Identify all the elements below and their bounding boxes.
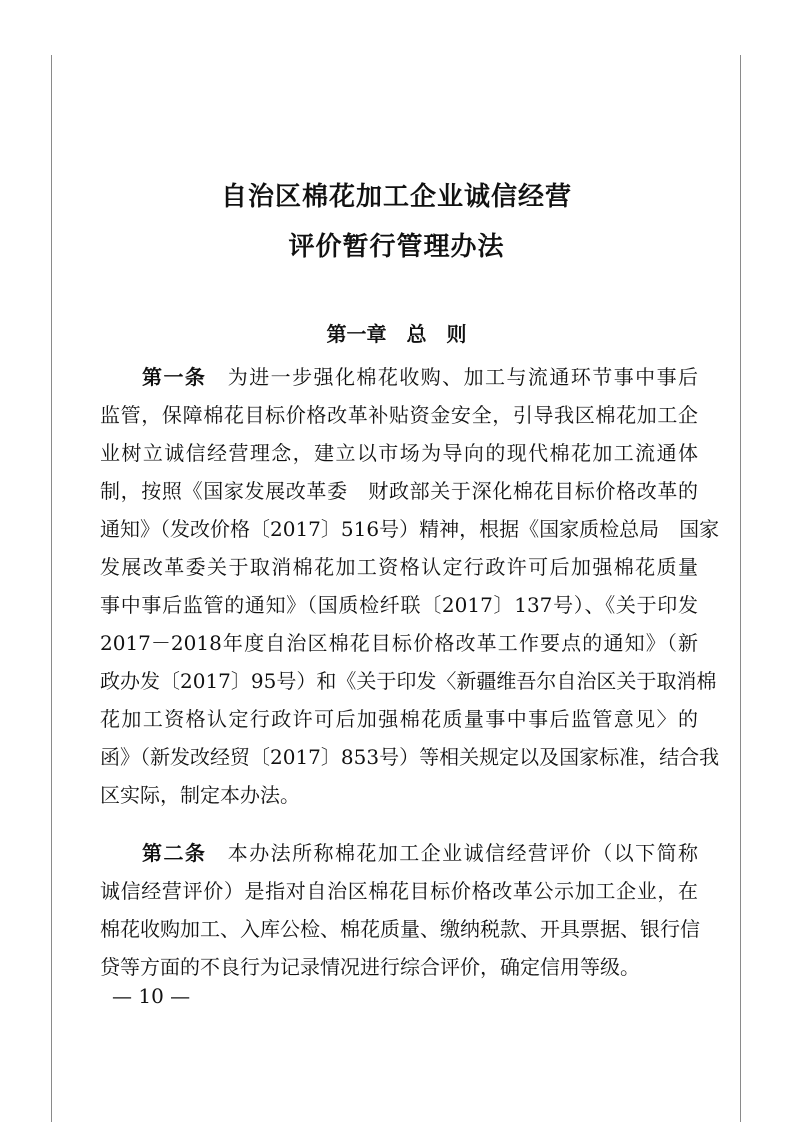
article-1-first-line: [142, 362, 698, 392]
article-2-line: 棉花收购加工、入库公检、棉花质量、缴纳税款、开具票据、银行信: [100, 917, 700, 941]
article-1-line: 业树立诚信经营理念，建立以市场为导向的现代棉花加工流通体: [100, 441, 698, 465]
page-number: — 10 —: [112, 984, 191, 1008]
left-margin-rule: [51, 55, 52, 1122]
article-1-line: 2017－2018年度自治区棉花目标价格改革工作要点的通知》（新: [100, 631, 698, 655]
article-2-line: 诚信经营评价）是指对自治区棉花目标价格改革公示加工企业，在: [100, 879, 698, 903]
article-1-line: 通知》（发改价格〔2017〕516号）精神，根据《国家质检总局 国家: [100, 517, 720, 541]
article-1-line: 函》（新发改经贸〔2017〕853号）等相关规定以及国家标准，结合我: [100, 745, 720, 769]
chapter-heading: 第一章 总 则: [326, 322, 467, 346]
article-2-line: 贷等方面的不良行为记录情况进行综合评价，确定信用等级。: [100, 955, 640, 979]
article-1-first-line-text: 为进一步强化棉花收购、加工与流通环节事中事后: [206, 365, 699, 389]
article-1-line: 监管，保障棉花目标价格改革补贴资金安全，引导我区棉花加工企: [100, 403, 698, 427]
article-1-line: 政办发〔2017〕95号）和《关于印发〈新疆维吾尔自治区关于取消棉: [100, 669, 717, 693]
right-margin-rule: [740, 55, 741, 1122]
article-1-line: 花加工资格认定行政许可后加强棉花质量事中事后监管意见〉的: [100, 707, 698, 731]
article-1-line: 发展改革委关于取消棉花加工资格认定行政许可后加强棉花质量: [100, 555, 698, 579]
document-title-line-1: 自治区棉花加工企业诚信经营: [220, 182, 572, 212]
article-1-line: 事中事后监管的通知》（国质检纤联〔2017〕137号）、《关于印发: [100, 593, 698, 617]
article-2-first-line: [142, 838, 698, 868]
article-1-line: 区实际，制定本办法。: [100, 783, 300, 807]
article-1-label: 第一条: [142, 365, 207, 389]
article-1-line: 制，按照《国家发展改革委 财政部关于深化棉花目标价格改革的: [100, 479, 698, 503]
document-title-line-2: 评价暂行管理办法: [288, 232, 505, 262]
article-2-label: 第二条: [142, 841, 207, 865]
article-2-first-line-text: 本办法所称棉花加工企业诚信经营评价（以下简称: [206, 841, 699, 865]
